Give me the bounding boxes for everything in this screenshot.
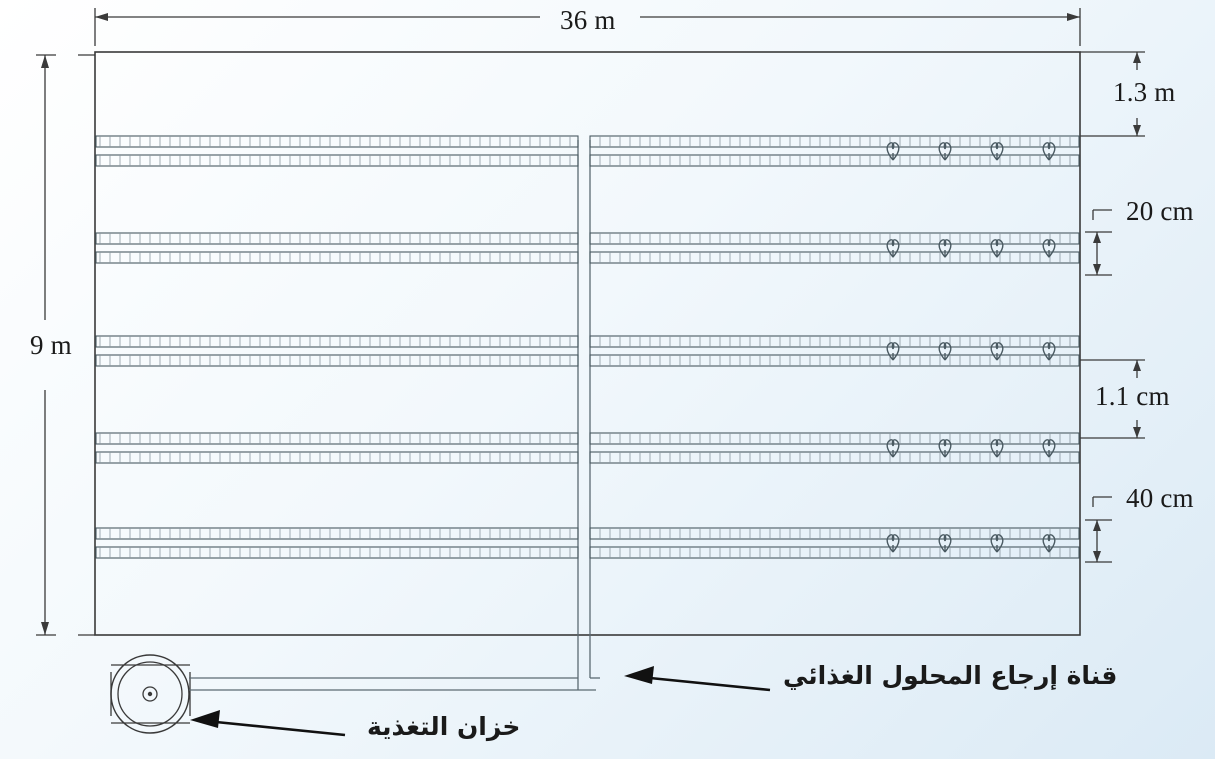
grow-pipe-row-1 [96, 136, 1079, 166]
dimension-40cm [1085, 497, 1112, 562]
label-1-1cm: 1.1 cm [1095, 381, 1170, 411]
central-manifold [578, 140, 600, 690]
label-40cm: 40 cm [1126, 483, 1194, 513]
label-height-9m: 9 m [30, 330, 72, 360]
grow-pipe-row-3 [96, 336, 1079, 366]
grow-pipe-row-4 [96, 433, 1079, 463]
leader-feed-tank [190, 710, 345, 735]
grow-pipe-row-5 [96, 528, 1079, 558]
label-20cm: 20 cm [1126, 196, 1194, 226]
grow-pipe-row-2 [96, 233, 1079, 263]
annotation-feed-tank: خزان التغذية [367, 712, 521, 741]
annotation-return-channel: قناة إرجاع المحلول الغذائي [783, 661, 1118, 690]
label-1-3m: 1.3 m [1113, 77, 1176, 107]
leader-return-channel [624, 666, 770, 690]
dimension-20cm [1085, 210, 1112, 275]
label-width-36m: 36 m [560, 5, 616, 35]
